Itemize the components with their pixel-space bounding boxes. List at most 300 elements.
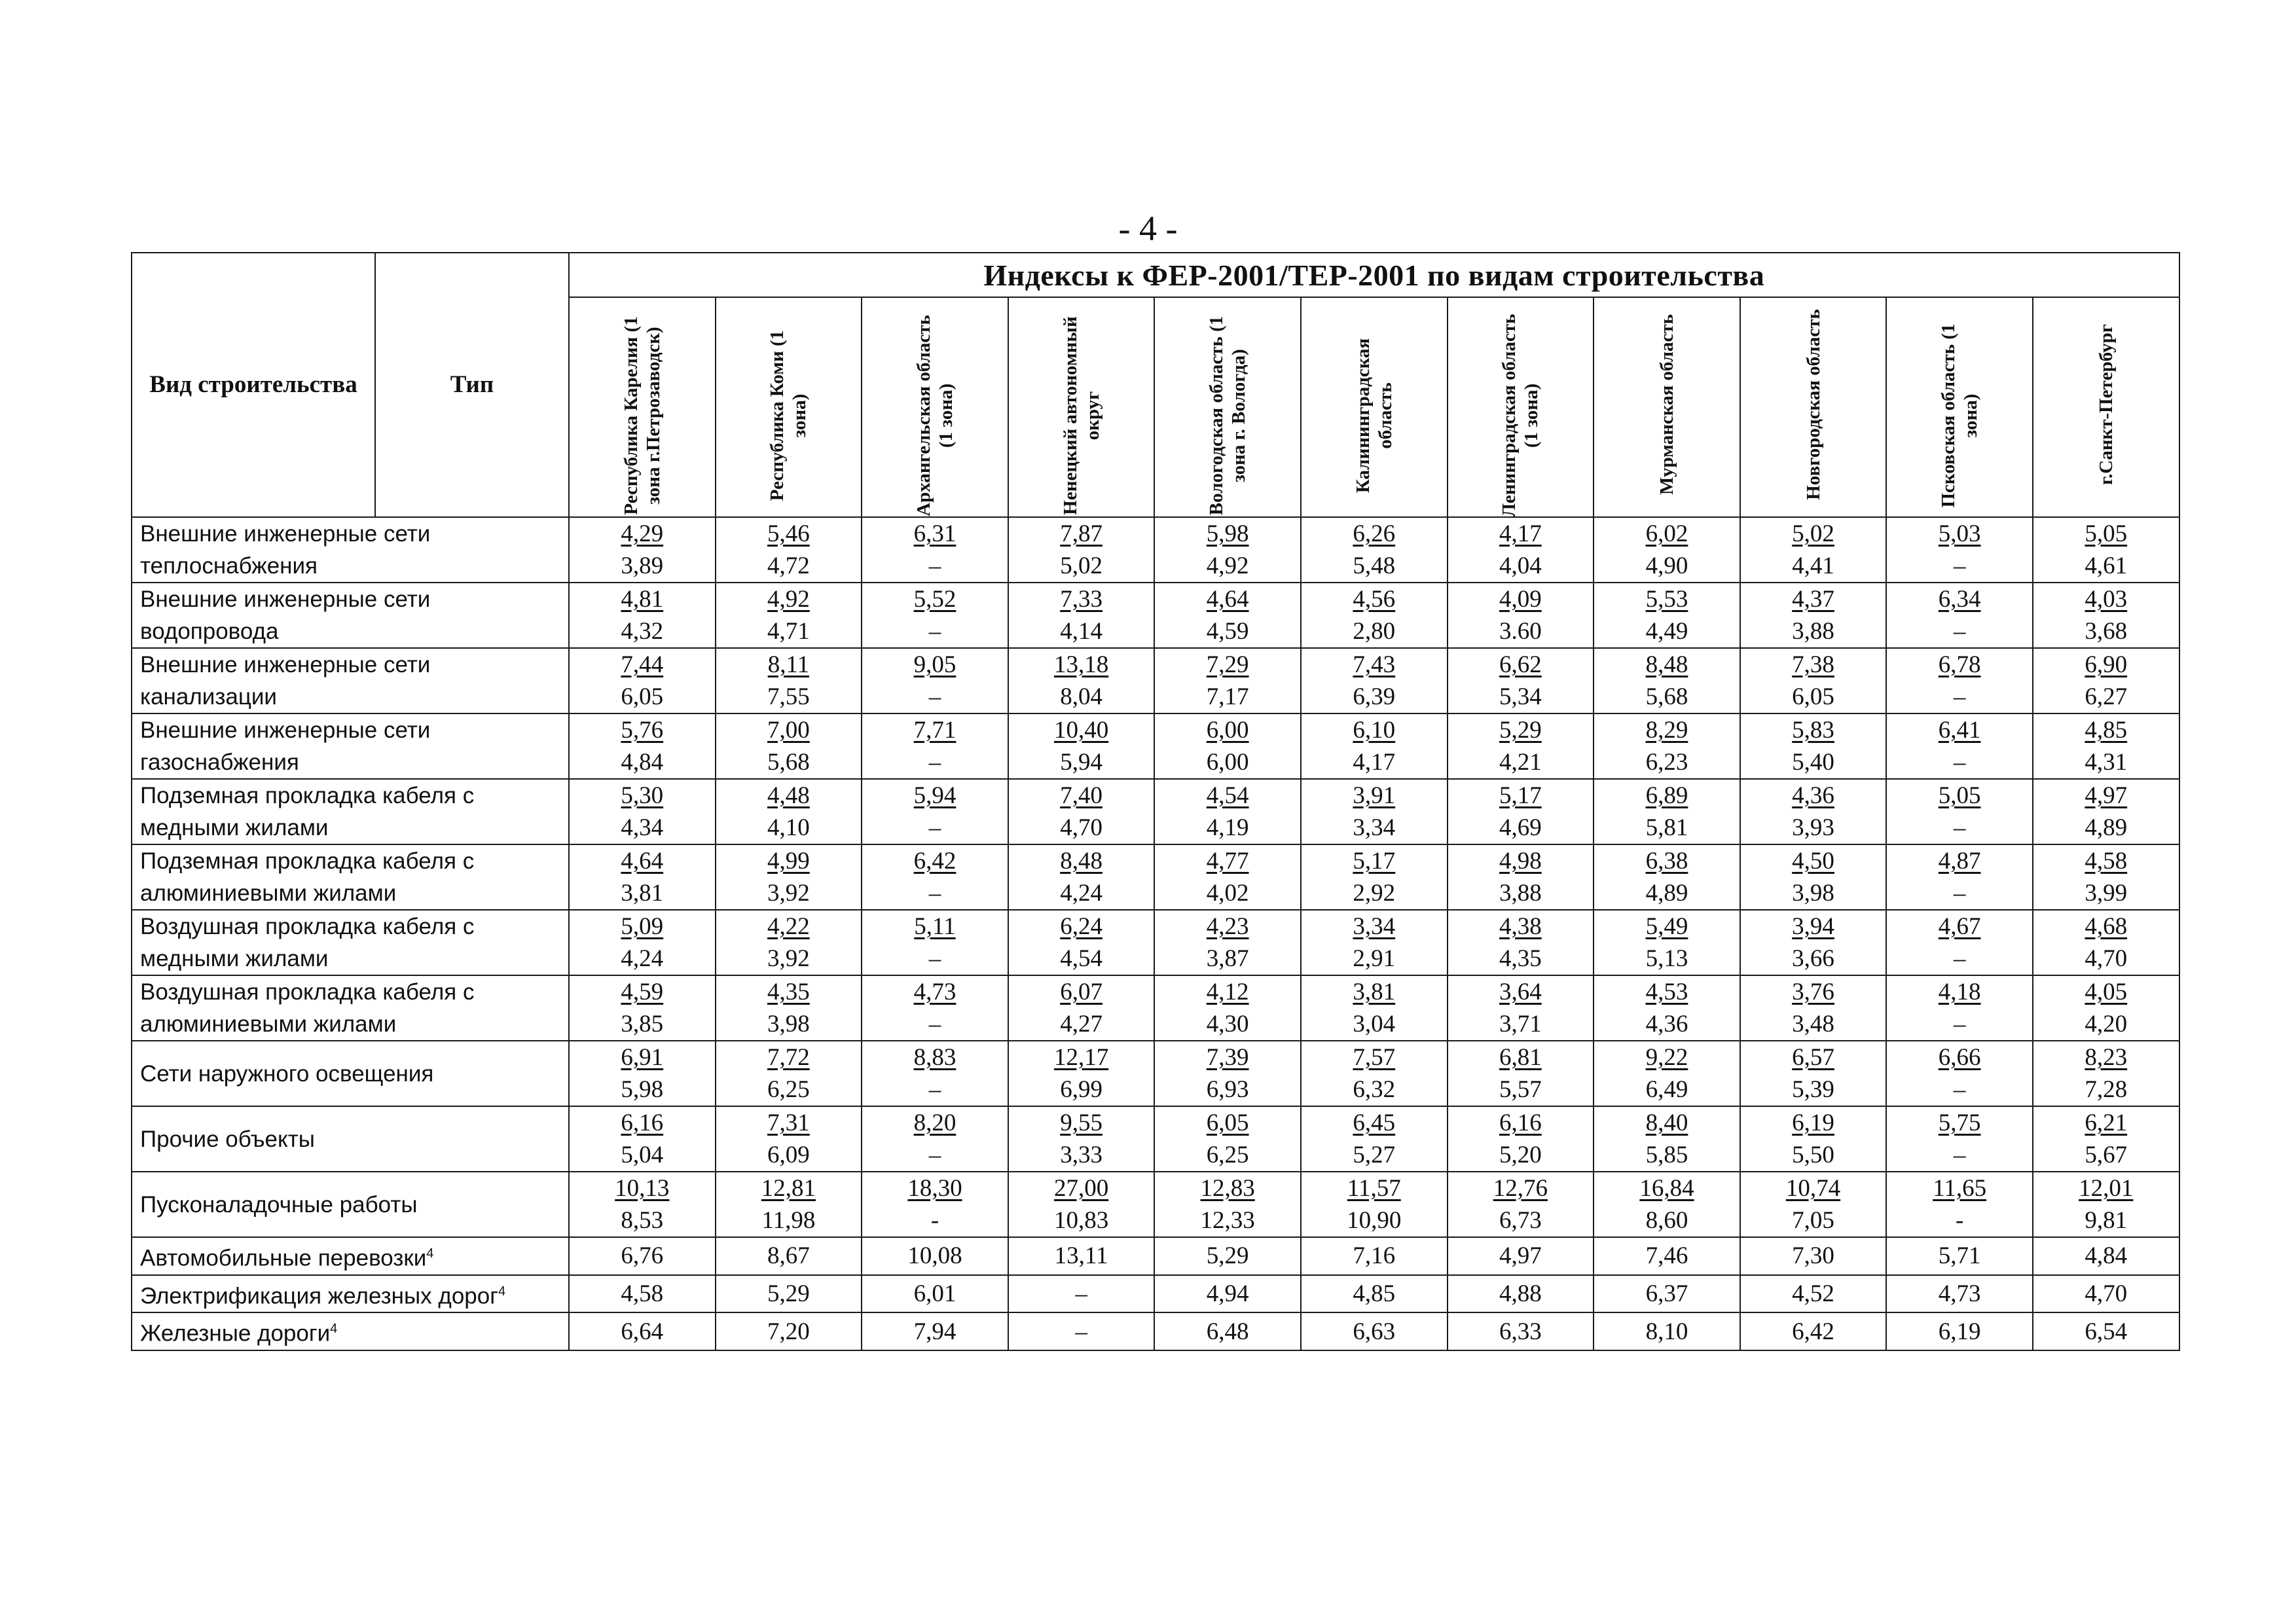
index-cell xyxy=(1740,975,1887,1041)
table-row xyxy=(132,1041,2179,1106)
fer-index-value: 5,02 xyxy=(1792,520,1834,547)
fer-index-value: 6,16 xyxy=(1499,1110,1542,1136)
fer-index-value: 4,35 xyxy=(767,979,810,1005)
fer-index-value: 5,94 xyxy=(913,782,957,809)
ter-index-value: 4,35 xyxy=(1499,945,1542,972)
index-cell xyxy=(716,975,862,1041)
ter-index-value: 6,73 xyxy=(1499,1207,1542,1234)
index-cell xyxy=(716,583,862,648)
ter-index-value: 4,92 xyxy=(1206,552,1249,579)
index-cell: 7,16 xyxy=(1301,1237,1448,1275)
ter-index-value: 4,14 xyxy=(1060,618,1102,645)
ter-index-value: 4,27 xyxy=(1060,1011,1102,1038)
region-label: Вологодская область (1 зона г. Вологда) xyxy=(1206,316,1250,516)
index-cell xyxy=(2033,583,2179,648)
ter-index-value: 3,48 xyxy=(1792,1011,1834,1038)
index-cell xyxy=(1008,648,1155,713)
ter-index-value: – xyxy=(928,1142,941,1168)
index-cell: 7,46 xyxy=(1594,1237,1740,1275)
region-header xyxy=(716,297,862,517)
index-cell xyxy=(1154,583,1301,648)
row-label: Электрификация железных дорог xyxy=(140,1283,498,1309)
fer-index-value: 9,55 xyxy=(1060,1110,1102,1136)
region-label: г.Санкт-Петербург xyxy=(2095,324,2117,485)
index-cell xyxy=(1008,1106,1155,1172)
index-cell xyxy=(2033,713,2179,779)
index-cell xyxy=(716,779,862,844)
index-cell xyxy=(1154,1172,1301,1237)
index-cell xyxy=(569,1106,716,1172)
index-cell xyxy=(1154,779,1301,844)
row-label: Железные дороги xyxy=(140,1320,331,1346)
fer-index-value: 7,31 xyxy=(767,1110,810,1136)
ter-index-value: – xyxy=(928,618,941,645)
index-cell xyxy=(716,1106,862,1172)
ter-index-value: 3,66 xyxy=(1792,945,1834,972)
index-cell xyxy=(1594,844,1740,910)
ter-index-value: 4,17 xyxy=(1353,749,1396,776)
index-cell: 4,85 xyxy=(1301,1275,1448,1313)
ter-index-value: 3,93 xyxy=(1792,814,1834,841)
ter-index-value: 3,98 xyxy=(1792,880,1834,907)
fer-index-value: 5,11 xyxy=(914,913,956,940)
index-cell xyxy=(1301,975,1448,1041)
index-cell xyxy=(1448,583,1594,648)
index-cell: – xyxy=(1008,1312,1155,1350)
ter-index-value: 4,72 xyxy=(767,552,810,579)
index-cell xyxy=(2033,910,2179,975)
ter-index-value: 4,69 xyxy=(1499,814,1542,841)
index-cell: 6,01 xyxy=(862,1275,1008,1313)
ter-index-value: 8,60 xyxy=(1645,1207,1688,1234)
fer-index-value: 6,89 xyxy=(1645,782,1688,809)
index-cell: 4,97 xyxy=(1448,1237,1594,1275)
fer-index-value: 6,26 xyxy=(1353,520,1396,547)
index-cell xyxy=(862,975,1008,1041)
ter-index-value: – xyxy=(1953,880,1966,907)
index-cell xyxy=(569,975,716,1041)
index-cell xyxy=(1594,583,1740,648)
fer-index-value: 4,68 xyxy=(2085,913,2128,940)
index-cell: 6,33 xyxy=(1448,1312,1594,1350)
index-cell xyxy=(2033,517,2179,583)
index-cell xyxy=(1886,648,2033,713)
fer-index-value: 4,81 xyxy=(621,586,664,613)
ter-index-value: – xyxy=(928,945,941,972)
fer-index-value: 12,01 xyxy=(2079,1175,2134,1202)
index-cell xyxy=(1008,1172,1155,1237)
ter-index-value: 5,98 xyxy=(621,1076,664,1103)
index-cell xyxy=(2033,1172,2179,1237)
index-cell xyxy=(569,583,716,648)
fer-index-value: 6,45 xyxy=(1353,1110,1396,1136)
region-header xyxy=(1008,297,1155,517)
table-header-row xyxy=(132,253,2179,297)
fer-index-value: 4,59 xyxy=(621,979,664,1005)
ter-index-value: 4,70 xyxy=(1060,814,1102,841)
region-header xyxy=(1154,297,1301,517)
index-cell: 4,88 xyxy=(1448,1275,1594,1313)
table-row xyxy=(132,1312,2179,1350)
ter-index-value: 3,71 xyxy=(1499,1011,1542,1038)
index-cell xyxy=(862,1172,1008,1237)
ter-index-value: 3,92 xyxy=(767,880,810,907)
row-label: Воздушная прокладка кабеля с медными жилами xyxy=(132,910,569,975)
ter-index-value: 5,27 xyxy=(1353,1142,1396,1168)
index-cell xyxy=(1886,1172,2033,1237)
index-cell xyxy=(1740,713,1887,779)
table-row xyxy=(132,844,2179,910)
fer-index-value: 4,37 xyxy=(1792,586,1834,613)
fer-index-value: 5,83 xyxy=(1792,717,1834,744)
ter-index-value: – xyxy=(928,1076,941,1103)
index-cell xyxy=(569,844,716,910)
index-cell xyxy=(862,844,1008,910)
index-cell xyxy=(1448,713,1594,779)
index-cell: 8,10 xyxy=(1594,1312,1740,1350)
row-label-cell xyxy=(132,1275,569,1313)
index-cell xyxy=(1594,1172,1740,1237)
index-cell xyxy=(716,713,862,779)
fer-index-value: 6,00 xyxy=(1206,717,1249,744)
ter-index-value: 3,34 xyxy=(1353,814,1396,841)
index-cell xyxy=(1740,517,1887,583)
fer-index-value: 4,64 xyxy=(1206,586,1249,613)
ter-index-value: 5,13 xyxy=(1645,945,1688,972)
row-label: Внешние инженерные сети канализации xyxy=(132,648,569,713)
index-cell xyxy=(862,910,1008,975)
ter-index-value: 4,61 xyxy=(2085,552,2128,579)
index-cell: 7,94 xyxy=(862,1312,1008,1350)
index-cell xyxy=(2033,1106,2179,1172)
ter-index-value: 5,67 xyxy=(2085,1142,2128,1168)
table-row xyxy=(132,1237,2179,1275)
ter-index-value: – xyxy=(928,880,941,907)
ter-index-value: 12,33 xyxy=(1200,1207,1255,1234)
index-cell xyxy=(1886,1041,2033,1106)
ter-index-value: 3,85 xyxy=(621,1011,664,1038)
fer-index-value: 6,78 xyxy=(1938,651,1981,678)
fer-index-value: 7,72 xyxy=(767,1044,810,1071)
index-cell xyxy=(1886,910,2033,975)
ter-index-value: 5,02 xyxy=(1060,552,1102,579)
index-cell xyxy=(2033,648,2179,713)
ter-index-value: 6,32 xyxy=(1353,1076,1396,1103)
region-label: Калининградская область xyxy=(1352,338,1396,494)
fer-index-value: 12,76 xyxy=(1493,1175,1548,1202)
index-cell xyxy=(569,910,716,975)
index-cell xyxy=(1448,517,1594,583)
fer-index-value: 6,42 xyxy=(913,848,957,875)
fer-index-value: 6,66 xyxy=(1938,1044,1981,1071)
index-cell xyxy=(862,713,1008,779)
fer-index-value: 6,62 xyxy=(1499,651,1542,678)
ter-index-value: 4,21 xyxy=(1499,749,1542,776)
index-cell: 6,37 xyxy=(1594,1275,1740,1313)
ter-index-value: – xyxy=(1953,1076,1966,1103)
ter-index-value: 5,68 xyxy=(767,749,810,776)
ter-index-value: 6,25 xyxy=(767,1076,810,1103)
ter-index-value: 5,85 xyxy=(1645,1142,1688,1168)
ter-index-value: 11,98 xyxy=(761,1207,816,1234)
fer-index-value: 8,29 xyxy=(1645,717,1688,744)
ter-index-value: 6,39 xyxy=(1353,683,1396,710)
fer-index-value: 7,43 xyxy=(1353,651,1396,678)
ter-index-value: 3,68 xyxy=(2085,618,2128,645)
ter-index-value: – xyxy=(1953,1011,1966,1038)
fer-index-value: 5,98 xyxy=(1206,520,1249,547)
region-header xyxy=(1301,297,1448,517)
fer-index-value: 5,17 xyxy=(1353,848,1396,875)
index-cell xyxy=(1594,1041,1740,1106)
index-cell xyxy=(1301,517,1448,583)
index-cell xyxy=(2033,1041,2179,1106)
ter-index-value: 5,48 xyxy=(1353,552,1396,579)
index-cell xyxy=(1594,779,1740,844)
fer-index-value: 4,05 xyxy=(2085,979,2128,1005)
row-label: Внешние инженерные сети газоснабжения xyxy=(132,713,569,779)
ter-index-value: 7,28 xyxy=(2085,1076,2128,1103)
index-cell: 6,48 xyxy=(1154,1312,1301,1350)
row-label: Воздушная прокладка кабеля с алюминиевыми жилами xyxy=(132,975,569,1041)
fer-index-value: 5,76 xyxy=(621,717,664,744)
ter-index-value: – xyxy=(1953,945,1966,972)
fer-index-value: 3,81 xyxy=(1353,979,1396,1005)
fer-index-value: 7,00 xyxy=(767,717,810,744)
ter-index-value: 8,53 xyxy=(621,1207,664,1234)
index-cell: 6,42 xyxy=(1740,1312,1887,1350)
fer-index-value: 4,64 xyxy=(621,848,664,875)
index-cell xyxy=(1301,844,1448,910)
row-label: Автомобильные перевозки xyxy=(140,1245,427,1271)
fer-index-value: 4,23 xyxy=(1206,913,1249,940)
index-cell xyxy=(862,517,1008,583)
index-cell: – xyxy=(1008,1275,1155,1313)
ter-index-value: 7,17 xyxy=(1206,683,1249,710)
ter-index-value: 5,68 xyxy=(1645,683,1688,710)
fer-index-value: 16,84 xyxy=(1639,1175,1694,1202)
ter-index-value: 5,94 xyxy=(1060,749,1102,776)
index-cell xyxy=(716,910,862,975)
region-header xyxy=(1594,297,1740,517)
index-cell xyxy=(569,517,716,583)
fer-index-value: 5,09 xyxy=(621,913,664,940)
footnote-marker: 4 xyxy=(330,1322,338,1337)
index-cell xyxy=(1740,1041,1887,1106)
fer-index-value: 5,53 xyxy=(1645,586,1688,613)
ter-index-value: 4,30 xyxy=(1206,1011,1249,1038)
ter-index-value: 3,33 xyxy=(1060,1142,1102,1168)
index-cell xyxy=(862,583,1008,648)
table-row xyxy=(132,583,2179,648)
index-cell xyxy=(1740,779,1887,844)
ter-index-value: 3,89 xyxy=(621,552,664,579)
index-cell xyxy=(1154,844,1301,910)
fer-index-value: 6,21 xyxy=(2085,1110,2128,1136)
ter-index-value: 4,32 xyxy=(621,618,664,645)
fer-index-value: 5,17 xyxy=(1499,782,1542,809)
index-cell xyxy=(1301,713,1448,779)
fer-index-value: 11,57 xyxy=(1347,1175,1401,1202)
index-cell xyxy=(1594,713,1740,779)
ter-index-value: 4,36 xyxy=(1645,1011,1688,1038)
ter-index-value: 4,41 xyxy=(1792,552,1834,579)
index-cell xyxy=(1740,648,1887,713)
index-cell xyxy=(1008,779,1155,844)
index-cell xyxy=(1008,910,1155,975)
index-cell: 5,71 xyxy=(1886,1237,2033,1275)
row-label: Пусконаладочные работы xyxy=(132,1172,569,1237)
ter-index-value: 2,91 xyxy=(1353,945,1396,972)
index-cell: 4,73 xyxy=(1886,1275,2033,1313)
ter-index-value: 3,88 xyxy=(1792,618,1834,645)
row-label: Подземная прокладка кабеля с медными жилами xyxy=(132,779,569,844)
region-header xyxy=(569,297,716,517)
fer-index-value: 5,46 xyxy=(767,520,810,547)
fer-index-value: 8,23 xyxy=(2085,1044,2128,1071)
index-cell xyxy=(1008,975,1155,1041)
index-cell xyxy=(2033,975,2179,1041)
ter-index-value: – xyxy=(928,683,941,710)
index-cell xyxy=(1448,975,1594,1041)
table-row xyxy=(132,517,2179,583)
fer-index-value: 7,33 xyxy=(1060,586,1102,613)
index-cell xyxy=(569,779,716,844)
ter-index-value: 10,83 xyxy=(1053,1207,1109,1234)
ter-index-value: 4,02 xyxy=(1206,880,1249,907)
fer-index-value: 6,34 xyxy=(1938,586,1981,613)
ter-index-value: 5,20 xyxy=(1499,1142,1542,1168)
index-cell: 7,30 xyxy=(1740,1237,1887,1275)
ter-index-value: 5,04 xyxy=(621,1142,664,1168)
fer-index-value: 6,31 xyxy=(913,520,957,547)
fer-index-value: 5,52 xyxy=(913,586,957,613)
fer-index-value: 12,83 xyxy=(1200,1175,1255,1202)
ter-index-value: 3,04 xyxy=(1353,1011,1396,1038)
index-cell xyxy=(1448,844,1594,910)
fer-index-value: 4,50 xyxy=(1792,848,1834,875)
table-row xyxy=(132,1106,2179,1172)
ter-index-value: 5,34 xyxy=(1499,683,1542,710)
fer-index-value: 4,09 xyxy=(1499,586,1542,613)
index-cell xyxy=(1301,1041,1448,1106)
index-cell xyxy=(2033,779,2179,844)
fer-index-value: 8,11 xyxy=(767,651,810,678)
ter-index-value: – xyxy=(928,552,941,579)
fer-index-value: 7,39 xyxy=(1206,1044,1249,1071)
fer-index-value: 4,67 xyxy=(1938,913,1981,940)
index-cell xyxy=(1594,1106,1740,1172)
fer-index-value: 5,49 xyxy=(1645,913,1688,940)
index-cell xyxy=(569,648,716,713)
fer-index-value: 7,71 xyxy=(913,717,957,744)
ter-index-value: 4,54 xyxy=(1060,945,1102,972)
index-cell xyxy=(1154,713,1301,779)
fer-index-value: 5,05 xyxy=(1938,782,1981,809)
ter-index-value: – xyxy=(1953,749,1966,776)
fer-index-value: 4,17 xyxy=(1499,520,1542,547)
index-cell xyxy=(1008,844,1155,910)
region-label: Архангельская область (1 зона) xyxy=(913,315,957,516)
region-label: Мурманская область xyxy=(1656,314,1677,496)
index-cell xyxy=(716,648,862,713)
index-cell xyxy=(716,1041,862,1106)
fer-index-value: 5,30 xyxy=(621,782,664,809)
table-row xyxy=(132,910,2179,975)
fer-index-value: 4,87 xyxy=(1938,848,1981,875)
fer-index-value: 12,17 xyxy=(1053,1044,1109,1071)
fer-index-value: 5,03 xyxy=(1938,520,1981,547)
ter-index-value: 2,80 xyxy=(1353,618,1396,645)
ter-index-value: 4,90 xyxy=(1645,552,1688,579)
ter-index-value: 3,99 xyxy=(2085,880,2128,907)
fer-index-value: 8,20 xyxy=(913,1110,957,1136)
fer-index-value: 7,57 xyxy=(1353,1044,1396,1071)
index-cell xyxy=(1301,1106,1448,1172)
ter-index-value: – xyxy=(1953,552,1966,579)
fer-index-value: 8,48 xyxy=(1060,848,1102,875)
fer-index-value: 4,12 xyxy=(1206,979,1249,1005)
fer-index-value: 6,38 xyxy=(1645,848,1688,875)
index-cell xyxy=(1594,648,1740,713)
fer-index-value: 6,24 xyxy=(1060,913,1102,940)
ter-index-value: 2,92 xyxy=(1353,880,1396,907)
ter-index-value: – xyxy=(1953,683,1966,710)
footnote-marker: 4 xyxy=(498,1284,506,1299)
fer-index-value: 4,56 xyxy=(1353,586,1396,613)
index-cell xyxy=(1301,1172,1448,1237)
ter-index-value: 4,31 xyxy=(2085,749,2128,776)
fer-index-value: 5,05 xyxy=(2085,520,2128,547)
construction-index-table xyxy=(131,252,2180,1351)
table-row xyxy=(132,713,2179,779)
row-label: Прочие объекты xyxy=(132,1106,569,1172)
row-label-cell xyxy=(132,1237,569,1275)
fer-index-value: 3,64 xyxy=(1499,979,1542,1005)
fer-index-value: 6,10 xyxy=(1353,717,1396,744)
fer-index-value: 4,48 xyxy=(767,782,810,809)
index-cell xyxy=(1886,713,2033,779)
fer-index-value: 7,38 xyxy=(1792,651,1834,678)
fer-index-value: 4,92 xyxy=(767,586,810,613)
ter-index-value: 7,55 xyxy=(767,683,810,710)
index-cell xyxy=(1154,910,1301,975)
ter-index-value: 4,10 xyxy=(767,814,810,841)
table-row xyxy=(132,975,2179,1041)
page-number: - 4 - xyxy=(1118,209,1178,248)
ter-index-value: 3,81 xyxy=(621,880,664,907)
index-cell: 8,67 xyxy=(716,1237,862,1275)
fer-index-value: 6,81 xyxy=(1499,1044,1542,1071)
index-cell xyxy=(862,648,1008,713)
ter-index-value: - xyxy=(1955,1207,1964,1234)
index-cell: 5,29 xyxy=(1154,1237,1301,1275)
region-header xyxy=(2033,297,2179,517)
row-label: Внешние инженерные сети теплоснабжения xyxy=(132,517,569,583)
fer-index-value: 8,48 xyxy=(1645,651,1688,678)
index-cell xyxy=(1594,910,1740,975)
ter-index-value: 7,05 xyxy=(1792,1207,1834,1234)
fer-index-value: 10,74 xyxy=(1785,1175,1841,1202)
ter-index-value: 6,09 xyxy=(767,1142,810,1168)
index-cell xyxy=(1448,1172,1594,1237)
ter-index-value: – xyxy=(1953,814,1966,841)
index-cell xyxy=(1154,1041,1301,1106)
fer-index-value: 6,02 xyxy=(1645,520,1688,547)
fer-index-value: 6,07 xyxy=(1060,979,1102,1005)
index-cell xyxy=(1301,910,1448,975)
ter-index-value: 4,89 xyxy=(1645,880,1688,907)
